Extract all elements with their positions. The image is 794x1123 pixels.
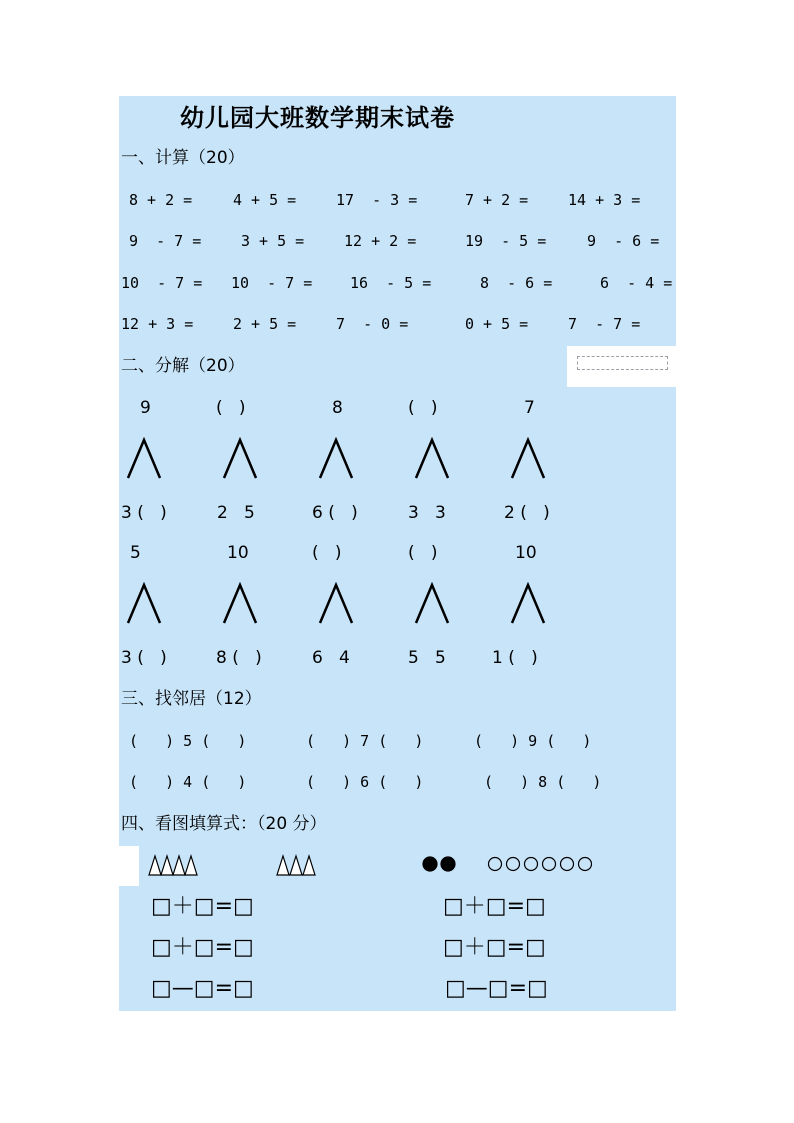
open-circle: [507, 858, 520, 871]
page-title: 幼儿园大班数学期末试卷: [180, 103, 455, 132]
triangle-shape: [149, 856, 161, 875]
decompose-top: 5: [130, 543, 141, 563]
decompose-top: ( ): [408, 398, 438, 418]
decompose-bottom: 2 5: [217, 503, 255, 523]
decompose-bottom: 3 ( ): [121, 648, 167, 668]
decompose-bottom: 6 ( ): [312, 503, 358, 523]
calc-item: 9 - 6 =: [587, 232, 660, 250]
calc-item: 10 - 7 =: [121, 274, 203, 292]
calc-item: 0 + 5 =: [465, 315, 529, 333]
neighbor-item: ( ) 9 ( ): [474, 732, 592, 750]
calc-item: 7 - 0 =: [336, 315, 409, 333]
neighbor-item: ( ) 7 ( ): [306, 732, 424, 750]
section-heading-decompose: 二、分解（20）: [121, 356, 245, 376]
equation-left: □＋□=□: [151, 894, 254, 919]
triangle-shape: [303, 856, 315, 875]
triangle-shape: [185, 856, 197, 875]
calc-item: 12 + 2 =: [344, 232, 417, 250]
filled-circle: [423, 857, 437, 871]
calc-item: 12 + 3 =: [121, 315, 194, 333]
equation-right: □＋□=□: [443, 894, 546, 919]
section-heading-picture: 四、看图填算式：（20 分）: [121, 814, 327, 834]
decompose-bottom: 1 ( ): [492, 648, 538, 668]
equation-right: □—□=□: [445, 976, 548, 1001]
open-circle: [579, 858, 592, 871]
calc-item: 17 - 3 =: [336, 191, 418, 209]
decompose-bottom: 2 ( ): [504, 503, 550, 523]
triangle-shape: [173, 856, 185, 875]
calc-item: 4 + 5 =: [233, 191, 297, 209]
equation-right: □＋□=□: [443, 935, 546, 960]
neighbor-item: ( ) 4 ( ): [129, 773, 247, 791]
calc-item: 10 - 7 =: [231, 274, 313, 292]
calc-item: 8 - 6 =: [480, 274, 553, 292]
decompose-top: ( ): [312, 543, 342, 563]
triangle-shape: [161, 856, 173, 875]
decompose-bottom: 6 4: [312, 648, 350, 668]
neighbor-item: ( ) 8 ( ): [484, 773, 602, 791]
decompose-top: ( ): [216, 398, 246, 418]
open-circle: [561, 858, 574, 871]
calc-item: 2 + 5 =: [233, 315, 297, 333]
calc-item: 8 + 2 =: [129, 191, 193, 209]
triangle-shape: [290, 856, 302, 875]
decompose-top: 10: [515, 543, 537, 563]
section-heading-calc: 一、计算（20）: [121, 148, 245, 168]
calc-item: 7 + 2 =: [465, 191, 529, 209]
calc-item: 9 - 7 =: [129, 232, 202, 250]
calc-item: 16 - 5 =: [350, 274, 432, 292]
decompose-bottom: 8 ( ): [216, 648, 262, 668]
equation-left: □＋□=□: [151, 935, 254, 960]
decompose-bottom: 5 5: [408, 648, 446, 668]
decompose-bottom: 3 3: [408, 503, 446, 523]
decompose-top: 9: [140, 398, 151, 418]
calc-item: 3 + 5 =: [241, 232, 305, 250]
decompose-top: ( ): [408, 543, 438, 563]
calc-item: 6 - 4 =: [600, 274, 673, 292]
open-circle: [489, 858, 502, 871]
decompose-top: 8: [332, 398, 343, 418]
decompose-bottom: 3 ( ): [121, 503, 167, 523]
calc-item: 19 - 5 =: [465, 232, 547, 250]
neighbor-item: ( ) 6 ( ): [306, 773, 424, 791]
section-heading-neighbors: 三、找邻居（12）: [121, 689, 262, 709]
decompose-top: 7: [524, 398, 535, 418]
neighbor-item: ( ) 5 ( ): [129, 732, 247, 750]
calc-item: 7 - 7 =: [568, 315, 641, 333]
filled-circle: [441, 857, 455, 871]
decompose-top: 10: [227, 543, 249, 563]
triangle-shape: [277, 856, 289, 875]
open-circle: [543, 858, 556, 871]
calc-item: 14 + 3 =: [568, 191, 641, 209]
open-circle: [525, 858, 538, 871]
equation-left: □—□=□: [151, 976, 254, 1001]
